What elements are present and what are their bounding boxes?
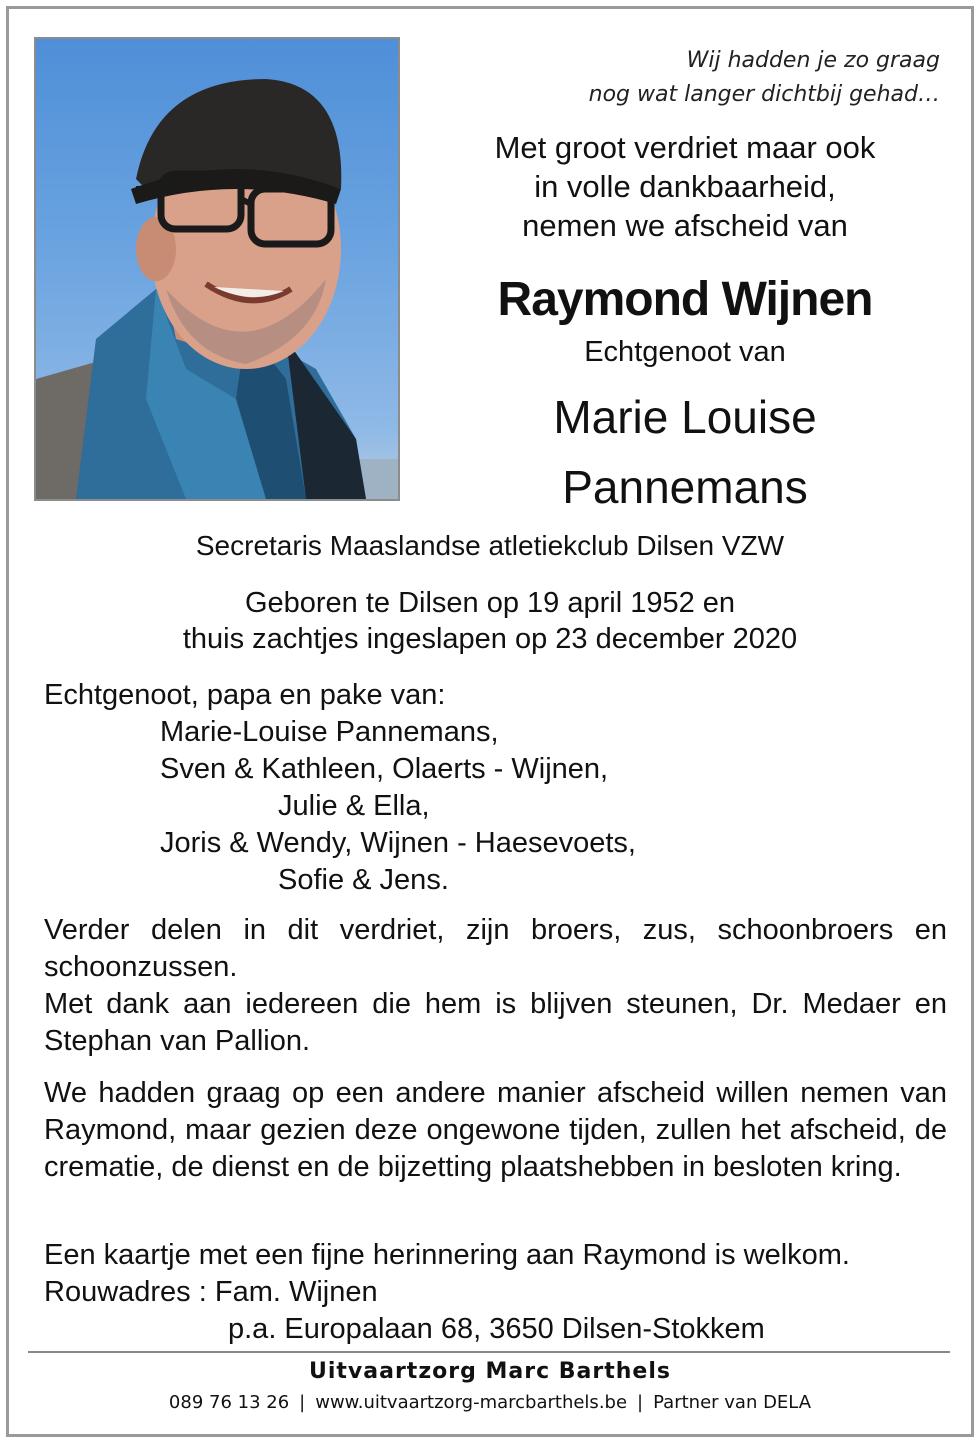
address-paragraph: [44, 1237, 947, 1348]
intro-line: Met groot verdriet maar ook: [494, 130, 876, 165]
ceremony-text: We hadden graag op een andere manier afscheid willen nemen van Raymond, maar gezien deze ongewone tijden, zullen het afscheid, de crematie, de dienst en de bijzetting plaatshebben in besloten kring.: [44, 1077, 947, 1183]
deceased-name: Raymond Wijnen: [497, 273, 873, 326]
spouse-name: [430, 382, 940, 522]
relatives-text: Verder delen in dit verdriet, zijn broers, zus, schoonbroers en schoonzussen.: [44, 914, 947, 983]
condolence-paragraph: [44, 912, 947, 1060]
epigraph: [520, 44, 940, 112]
birth-line: Geboren te Dilsen op 19 april 1952 en: [244, 587, 736, 619]
portrait-photo: [34, 37, 400, 501]
intro-text: [430, 128, 940, 245]
death-line: thuis zachtjes ingeslapen op 23 december 2020: [182, 623, 798, 655]
ceremony-paragraph: [44, 1075, 947, 1186]
family-member: Sofie & Jens.: [278, 864, 449, 896]
intro-line: in volle dankbaarheid,: [534, 169, 836, 204]
family-member: Julie & Ella,: [278, 790, 430, 822]
partner-text: Partner van DELA: [653, 1392, 812, 1413]
family-heading: Echtgenoot, papa en pake van:: [44, 679, 446, 711]
card-text: Een kaartje met een fijne herinnering aan Raymond is welkom.: [44, 1239, 850, 1271]
spouse-name-line: Pannemans: [562, 461, 808, 513]
spouse-label: Echtgenoot van: [584, 336, 786, 368]
intro-line: nemen we afscheid van: [522, 208, 848, 243]
separator: |: [637, 1392, 644, 1413]
life-dates: [0, 585, 980, 657]
epigraph-line: Wij hadden je zo graag: [686, 48, 940, 73]
website-link[interactable]: www.uitvaartzorg-marcbarthels.be: [315, 1392, 628, 1413]
funeral-home-name: Uitvaartzorg Marc Barthels: [309, 1359, 671, 1384]
family-list: [44, 677, 944, 899]
epigraph-line: nog wat langer dichtbij gehad…: [588, 82, 940, 107]
footer-contact: [0, 1392, 980, 1413]
mourning-address-label: Rouwadres : Fam. Wijnen: [44, 1276, 378, 1308]
spouse-name-line: Marie Louise: [553, 391, 817, 443]
footer-divider: [28, 1351, 950, 1353]
mourning-address: p.a. Europalaan 68, 3650 Dilsen-Stokkem: [228, 1313, 765, 1345]
thanks-text: Met dank aan iedereen die hem is blijven steunen, Dr. Medaer en Stephan van Pallion.: [44, 988, 947, 1057]
separator: |: [299, 1392, 306, 1413]
club-role: Secretaris Maaslandse atletiekclub Dilsen VZW: [195, 530, 785, 561]
family-member: Marie-Louise Pannemans,: [160, 716, 499, 748]
family-member: Joris & Wendy, Wijnen - Haesevoets,: [160, 827, 636, 859]
family-member: Sven & Kathleen, Olaerts - Wijnen,: [160, 753, 609, 785]
phone-number: 089 76 13 26: [168, 1392, 290, 1413]
